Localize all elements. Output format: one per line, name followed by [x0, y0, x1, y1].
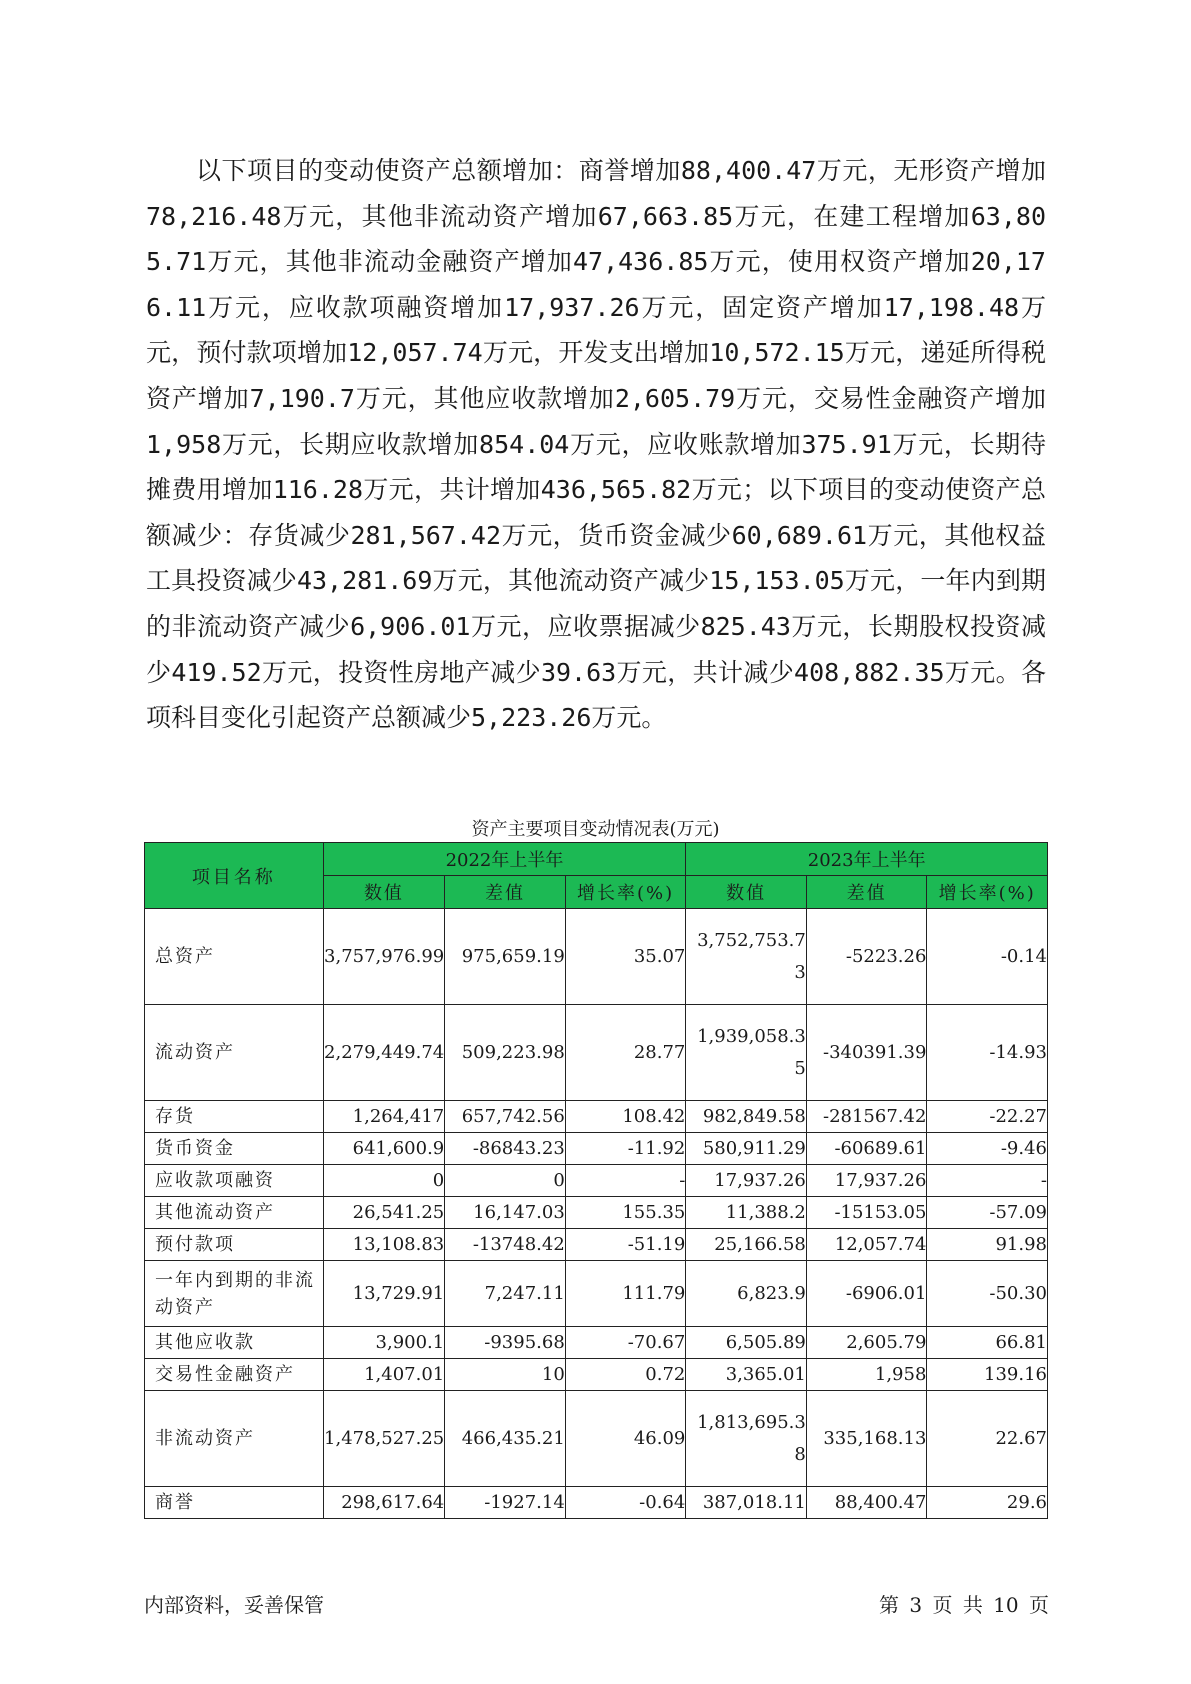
table-row: [145, 1197, 1048, 1229]
table-cell: [927, 1165, 1048, 1197]
table-cell: [565, 1101, 686, 1133]
cell-value: -9395.68: [484, 1331, 565, 1353]
table-cell: [686, 1391, 807, 1487]
table-cell: [565, 1327, 686, 1359]
table-cell: [686, 1197, 807, 1229]
cell-value: 66.81: [995, 1331, 1047, 1353]
cell-value: 1,264,417: [352, 1105, 445, 1127]
cell-value: -5223.26: [845, 945, 927, 967]
body-paragraph: 以下项目的变动使资产总额增加：商誉增加88,400.47万元，无形资产增加78,216.48万元，其他非流动资产增加67,663.85万元，在建工程增加63,805.71万元，其他非流动金融资产增加47,436.85万元，使用权资产增加20,176.11万元，应收款项融资增加17,937.26万元，固定资产增加17,198.48万元，预付款项增加12,057.74万元，开发支出增加10,572.15万元，递延所得税资产增加7,190.7万元，其他应收款增加2,605.79万元，交易性金融资产增加1,958万元，长期应收款增加854.04万元，应收账款增加375.91万元，长期待摊费用增加116.28万元，共计增加436,565.82万元；以下项目的变动使资产总额减少：存货减少281,567.42万元，货币资金减少60,689.61万元，其他权益工具投资减少43,281.69万元，其他流动资产减少15,153.05万元，一年内到期的非流动资产减少6,906.01万元，应收票据减少825.43万元，长期股权投资减少419.52万元，投资性房地产减少39.63万元，共计减少408,882.35万元。各项科目变化引起资产总额减少5,223.26万元。: [146, 156, 1046, 733]
row-label: 商誉: [145, 1487, 324, 1519]
table-cell: [927, 1487, 1048, 1519]
cell-value: 1,958: [874, 1363, 927, 1385]
row-label: 交易性金融资产: [145, 1359, 324, 1391]
cell-value: 0: [553, 1169, 565, 1191]
table-cell: [806, 1487, 927, 1519]
cell-value: 7,247.11: [484, 1282, 565, 1304]
column-header-difference: 差值: [806, 876, 927, 909]
table-cell: [565, 1229, 686, 1261]
table-cell: [806, 1261, 927, 1327]
table-cell: [806, 1165, 927, 1197]
table-caption: 资产主要项目变动情况表(万元): [471, 819, 720, 840]
table-cell: [806, 1327, 927, 1359]
table-row: [145, 1359, 1048, 1391]
table-cell: [565, 1133, 686, 1165]
table-cell: [686, 1261, 807, 1327]
cell-value: 1,478,527.25: [324, 1427, 445, 1449]
row-label: 非流动资产: [145, 1391, 324, 1487]
table-cell: [323, 1487, 445, 1519]
table-row: [145, 1133, 1048, 1165]
cell-value: -340391.39: [822, 1041, 927, 1063]
cell-value: 46.09: [633, 1427, 686, 1449]
table-cell: [323, 1261, 445, 1327]
cell-value: 1,813,695.38: [697, 1411, 806, 1465]
table-cell: [323, 1391, 445, 1487]
cell-value: 17,937.26: [834, 1169, 927, 1191]
cell-value: 641,600.9: [352, 1137, 445, 1159]
column-group-2022h1: 2022年上半年: [323, 843, 686, 876]
table-cell: [445, 1197, 566, 1229]
table-cell: [806, 1229, 927, 1261]
table-cell: [445, 1005, 566, 1101]
table-cell: [565, 1005, 686, 1101]
cell-value: 2,605.79: [846, 1331, 927, 1353]
table-cell: [323, 1359, 445, 1391]
cell-value: 6,823.9: [737, 1282, 806, 1304]
table-cell: [323, 1101, 445, 1133]
cell-value: -: [1040, 1169, 1047, 1191]
row-label: 一年内到期的非流动资产: [145, 1261, 324, 1327]
footer-confidential-note: 内部资料，妥善保管: [144, 1593, 324, 1617]
cell-value: 982,849.58: [702, 1105, 806, 1127]
cell-value: 16,147.03: [473, 1201, 565, 1223]
cell-value: 0.72: [645, 1363, 686, 1385]
cell-value: -60689.61: [834, 1137, 927, 1159]
cell-value: 657,742.56: [461, 1105, 565, 1127]
table-cell: [686, 1327, 807, 1359]
cell-value: -: [679, 1169, 686, 1191]
column-header-value: 数值: [686, 876, 807, 909]
table-cell: [927, 1327, 1048, 1359]
table-row: [145, 1391, 1048, 1487]
table-cell: [686, 1133, 807, 1165]
cell-value: 13,108.83: [352, 1233, 445, 1255]
table-body: [145, 909, 1048, 1519]
cell-value: 13,729.91: [352, 1282, 445, 1304]
row-label: 货币资金: [145, 1133, 324, 1165]
cell-value: -11.92: [627, 1137, 686, 1159]
row-label: 其他应收款: [145, 1327, 324, 1359]
table-cell: [565, 1359, 686, 1391]
table-cell: [445, 1359, 566, 1391]
cell-value: -70.67: [627, 1331, 686, 1353]
table-cell: [445, 1101, 566, 1133]
table-row: [145, 1005, 1048, 1101]
table-cell: [927, 1133, 1048, 1165]
column-header-value: 数值: [323, 876, 445, 909]
table-cell: [323, 1327, 445, 1359]
cell-value: 580,911.29: [702, 1137, 806, 1159]
table-cell: [445, 1229, 566, 1261]
table-cell: [686, 1005, 807, 1101]
column-header-item-name: 项目名称: [145, 843, 324, 909]
table-cell: [565, 1261, 686, 1327]
table-cell: [806, 1359, 927, 1391]
table-row: [145, 1229, 1048, 1261]
cell-value: -50.30: [989, 1282, 1047, 1304]
cell-value: -6906.01: [845, 1282, 927, 1304]
cell-value: 35.07: [633, 945, 686, 967]
cell-value: 11,388.2: [725, 1201, 806, 1223]
table-row: [145, 1165, 1048, 1197]
cell-value: 0: [432, 1169, 445, 1191]
column-group-2023h1: 2023年上半年: [686, 843, 1048, 876]
table-cell: [686, 1359, 807, 1391]
table-cell: [565, 1165, 686, 1197]
table-cell: [686, 909, 807, 1005]
cell-value: 26,541.25: [352, 1201, 445, 1223]
table-cell: [806, 1133, 927, 1165]
asset-change-table: [144, 842, 1048, 1519]
cell-value: -86843.23: [472, 1137, 565, 1159]
row-label: 存货: [145, 1101, 324, 1133]
table-cell: [323, 1165, 445, 1197]
cell-value: -57.09: [989, 1201, 1047, 1223]
cell-value: 91.98: [995, 1233, 1047, 1255]
table-cell: [565, 1487, 686, 1519]
cell-value: 3,757,976.99: [324, 945, 445, 967]
row-label: 应收款项融资: [145, 1165, 324, 1197]
cell-value: 22.67: [995, 1427, 1047, 1449]
table-row: [145, 1487, 1048, 1519]
table-cell: [927, 1005, 1048, 1101]
cell-value: -1927.14: [484, 1491, 565, 1513]
cell-value: 1,407.01: [364, 1363, 445, 1385]
table-cell: [323, 1229, 445, 1261]
cell-value: 139.16: [984, 1363, 1047, 1385]
cell-value: 28.77: [633, 1041, 686, 1063]
cell-value: -281567.42: [822, 1105, 927, 1127]
table-cell: [445, 1261, 566, 1327]
table-cell: [686, 1165, 807, 1197]
table-cell: [565, 909, 686, 1005]
row-label: 预付款项: [145, 1229, 324, 1261]
table-cell: [565, 1391, 686, 1487]
cell-value: 509,223.98: [461, 1041, 565, 1063]
table-cell: [927, 1391, 1048, 1487]
column-header-growth-rate: 增长率(%): [565, 876, 686, 909]
table-cell: [445, 1391, 566, 1487]
footer-page-number: 第 3 页 共 10 页: [879, 1593, 1049, 1617]
column-header-difference: 差值: [445, 876, 566, 909]
table-cell: [806, 1391, 927, 1487]
table-cell: [323, 1133, 445, 1165]
table-cell: [927, 1229, 1048, 1261]
cell-value: 29.6: [1006, 1491, 1047, 1513]
table-cell: [927, 1261, 1048, 1327]
table-cell: [686, 1101, 807, 1133]
table-cell: [806, 1005, 927, 1101]
cell-value: 2,279,449.74: [324, 1041, 445, 1063]
table-cell: [806, 909, 927, 1005]
cell-value: 25,166.58: [714, 1233, 806, 1255]
cell-value: -14.93: [989, 1041, 1047, 1063]
table-cell: [686, 1229, 807, 1261]
table-cell: [445, 1327, 566, 1359]
cell-value: 1,939,058.35: [697, 1025, 806, 1079]
cell-value: 17,937.26: [714, 1169, 806, 1191]
table-cell: [927, 909, 1048, 1005]
table-cell: [445, 1133, 566, 1165]
table-cell: [445, 1487, 566, 1519]
cell-value: 387,018.11: [702, 1491, 806, 1513]
cell-value: 12,057.74: [834, 1233, 927, 1255]
cell-value: 3,900.1: [375, 1331, 445, 1353]
table-cell: [806, 1197, 927, 1229]
row-label: 流动资产: [145, 1005, 324, 1101]
cell-value: 88,400.47: [834, 1491, 927, 1513]
cell-value: 298,617.64: [341, 1491, 445, 1513]
cell-value: -51.19: [627, 1233, 686, 1255]
table-cell: [323, 1197, 445, 1229]
table-row: [145, 1101, 1048, 1133]
cell-value: 466,435.21: [461, 1427, 565, 1449]
table-cell: [323, 909, 445, 1005]
cell-value: -0.14: [1000, 945, 1047, 967]
row-label: 其他流动资产: [145, 1197, 324, 1229]
cell-value: 6,505.89: [725, 1331, 806, 1353]
table-cell: [323, 1005, 445, 1101]
cell-value: 335,168.13: [823, 1427, 927, 1449]
cell-value: 3,365.01: [725, 1363, 806, 1385]
cell-value: -15153.05: [834, 1201, 927, 1223]
table-row: [145, 1327, 1048, 1359]
cell-value: -9.46: [1000, 1137, 1047, 1159]
cell-value: 111.79: [622, 1282, 686, 1304]
table-cell: [927, 1197, 1048, 1229]
cell-value: -13748.42: [472, 1233, 565, 1255]
cell-value: 10: [541, 1363, 565, 1385]
row-label: 总资产: [145, 909, 324, 1005]
cell-value: 108.42: [622, 1105, 686, 1127]
table-cell: [445, 909, 566, 1005]
table-cell: [445, 1165, 566, 1197]
cell-value: 155.35: [622, 1201, 686, 1223]
table-cell: [806, 1101, 927, 1133]
table-cell: [686, 1487, 807, 1519]
table-row: [145, 1261, 1048, 1327]
cell-value: 3,752,753.73: [697, 929, 806, 983]
table-cell: [565, 1197, 686, 1229]
cell-value: 975,659.19: [461, 945, 565, 967]
table-cell: [927, 1359, 1048, 1391]
column-header-growth-rate: 增长率(%): [927, 876, 1048, 909]
table-cell: [927, 1101, 1048, 1133]
table-row: [145, 909, 1048, 1005]
cell-value: -22.27: [989, 1105, 1047, 1127]
cell-value: -0.64: [639, 1491, 686, 1513]
